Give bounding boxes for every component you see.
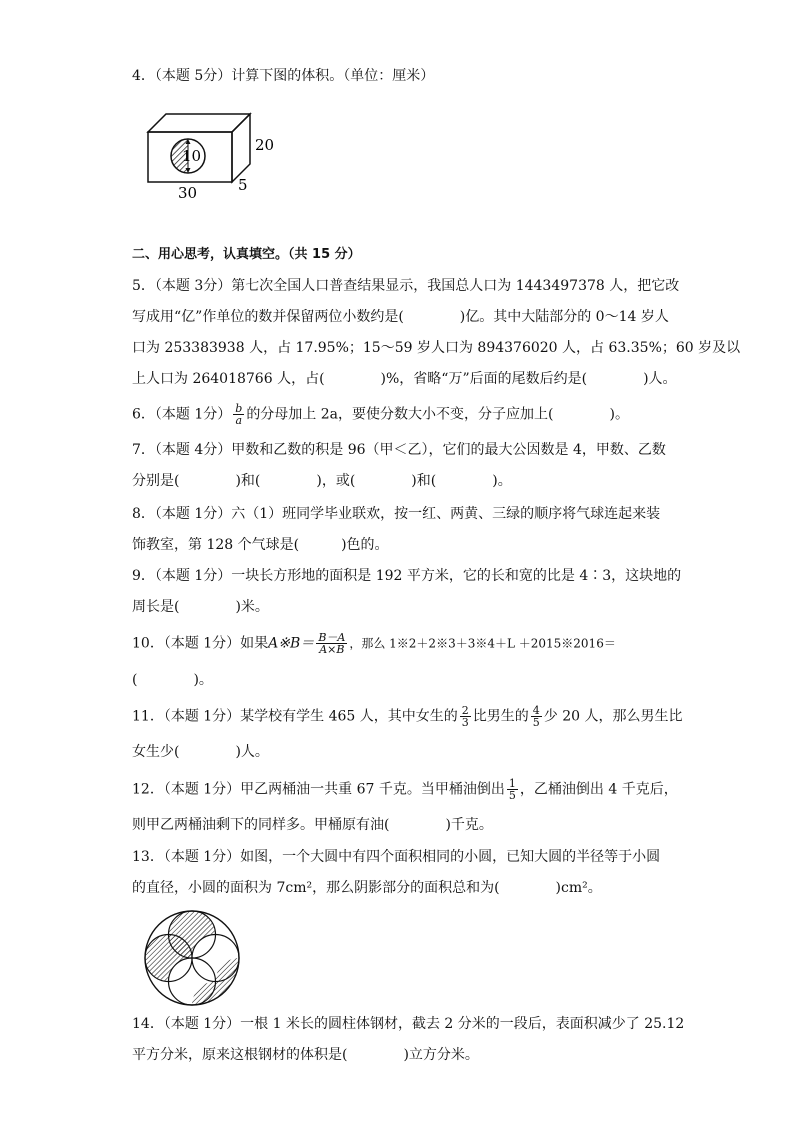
width-label: 30 (178, 184, 198, 198)
q11-line1: 11．（本题 1分）某学校有学生 465 人，其中女生的 $\frac{2}{3}$ 比男生的 $\frac{4}{5}$ 少 20 人，那么男生比 (132, 704, 683, 729)
q4-text: 4．（本题 5分）计算下图的体积。（单位：厘米） (132, 68, 435, 84)
q14-line2: 平方分米，原来这根钢材的体积是( )立方分米。 (132, 1047, 479, 1063)
q14-line1: 14．（本题 1分）一根 1 米长的圆柱体钢材，截去 2 分米的一段后，表面积减少了 25.12 (132, 1016, 685, 1032)
section2-title: 二、用心思考，认真填空。（共 15 分） (132, 247, 361, 262)
q12-fraction: $\frac{1}{5}$ (508, 777, 516, 802)
q13-figure (140, 906, 244, 1010)
q9-line2: 周长是( )米。 (132, 599, 269, 615)
q12-line2: 则甲乙两桶油剩下的同样多。甲桶原有油( )千克。 (132, 817, 493, 833)
q12-line1: 12．（本题 1分）甲乙两桶油一共重 67 千克。当甲桶油倒出 $\frac{1}{5}$ ，乙桶油倒出 4 千克后， (132, 777, 678, 802)
q5-line2: 写成用“亿”作单位的数并保留两位小数约是( )亿。其中大陆部分的 0～14 岁人 (132, 309, 669, 325)
q5-line3: 口为 253383938 人，占 17.95%；15～59 岁人口为 894376020 人，占 63.35%；60 岁及以 (132, 340, 741, 356)
small-circle-right (192, 935, 239, 982)
q11-fraction-1: $\frac{2}{3}$ (461, 704, 469, 729)
q5-line1: 5．（本题 3分）第七次全国人口普查结果显示，我国总人口为 1443497378 人，把它改 (132, 278, 680, 294)
q7-line1: 7．（本题 4分）甲数和乙数的积是 96（甲＜乙），它们的最大公因数是 4，甲数、乙数 (132, 442, 666, 458)
q7-line2: 分别是( )和( )，或( )和( )。 (132, 473, 512, 489)
q5-line4: 上人口为 264018766 人，占( )%，省略“万”后面的尾数后约是( )人。 (132, 371, 677, 387)
q10-line1: 10．（本题 1分）如果A※B＝ $\frac{B-A}{A\times B}$ ，那么 1※2＋2※3＋3※4＋L ＋2015※2016＝ (132, 631, 616, 656)
box-side-face (232, 114, 250, 182)
q10-fraction: $\frac{B-A}{A\times B}$ (318, 631, 346, 656)
q8-line1: 8．（本题 1分）六（1）班同学毕业联欢，按一红、两黄、三绿的顺序将气球连起来装 (132, 506, 661, 522)
q8-line2: 饰教室，第 128 个气球是( )色的。 (132, 537, 389, 553)
q11-fraction-2: $\frac{4}{5}$ (532, 704, 540, 729)
q6-line: 6．（本题 1分） $\frac{b}{a}$ 的分母加上 2a，要使分数大小不变，分子应加上( )。 (132, 402, 629, 427)
circle-diameter-label: 10 (182, 147, 202, 165)
q4-figure (140, 108, 290, 198)
depth-label: 5 (238, 176, 248, 194)
q10-line2: ( )。 (132, 672, 213, 688)
q9-line1: 9．（本题 1分）一块长方形地的面积是 192 平方米，它的长和宽的比是 4∶3，这块地的 (132, 568, 682, 584)
q6-fraction: $\frac{b}{a}$ (235, 402, 243, 427)
q13-line1: 13．（本题 1分）如图，一个大圆中有四个面积相同的小圆，已知大圆的半径等于小圆 (132, 849, 661, 865)
height-label: 20 (255, 136, 275, 154)
small-circle-bottom (169, 958, 216, 1005)
q13-line2: 的直径，小圆的面积为 7cm²，那么阴影部分的面积总和为( )cm²。 (132, 880, 602, 896)
q11-line2: 女生少( )人。 (132, 744, 269, 760)
